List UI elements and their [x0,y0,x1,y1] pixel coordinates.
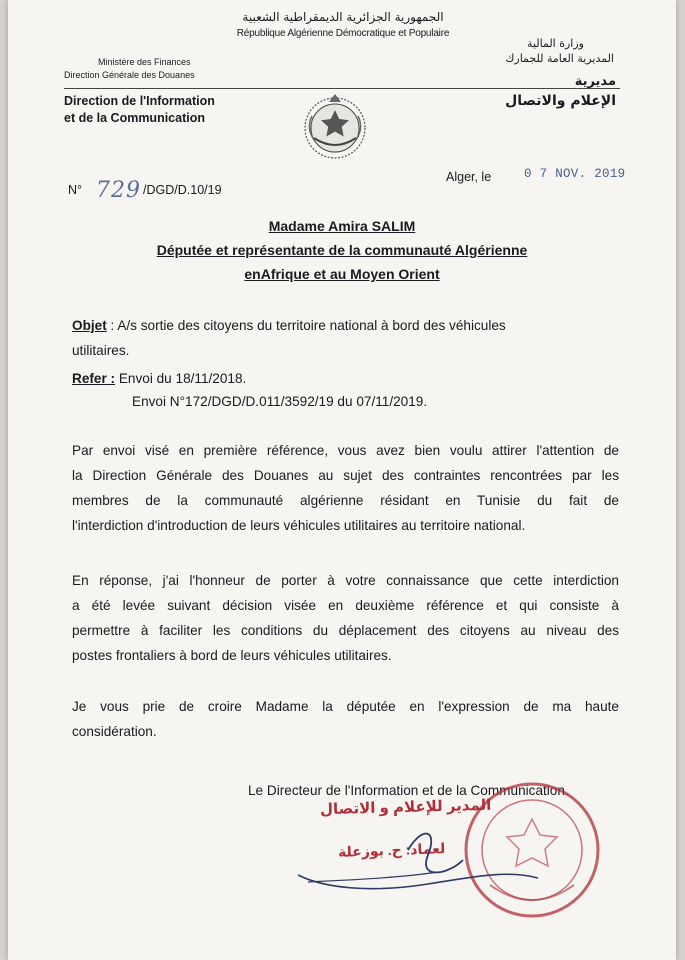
subject-line2: utilitaires. [72,343,130,358]
direction-fr-line2: et de la Communication [64,111,205,125]
direction-ar-line1: مديرية [574,74,616,89]
paragraph2-line4: postes frontaliers à bord de leurs véhicules utilitaires. [72,648,392,663]
direction-generale-fr: Direction Générale des Douanes [64,70,195,80]
letter-page [8,0,676,960]
place-label: Alger, le [446,170,492,184]
reference-suffix: /DGD/D.10/19 [143,183,222,197]
direction-generale-ar: المديرية العامة للجمارك [505,52,614,65]
stamp-title-ar: المدير للإعلام و الاتصال [319,796,492,819]
addressee-title-line1: Députée et représentante de la communauté Algérienne [156,242,528,258]
addressee-title-line2: enAfrique et au Moyen Orient [244,266,440,282]
republic-title-fr: République Algérienne Démocratique et Populaire [236,28,450,39]
references-first: Envoi du 18/11/2018. [115,371,247,386]
reference-number [68,175,222,203]
stamp-name-ar: لعماد: ح. بوزعلة [337,840,446,860]
addressee-name: Madame Amira SALIM [268,218,416,234]
ministry-fr: Ministère des Finances [98,57,191,67]
paragraph2-line1: En réponse, j'ai l'honneur de porter à votre connaissance que cette interdiction [72,573,619,588]
handwritten-signature-icon [288,820,548,900]
references-line1 [72,371,246,386]
direction-fr-line1: Direction de l'Information [64,94,215,108]
paragraph2-line3: permettre à faciliter les conditions du déplacement des citoyens au niveau des [72,623,619,638]
reference-handwritten-number: 729 [96,178,142,203]
paragraph1-line2: la Direction Générale des Douanes au sujet des contraintes rencontrées par les [72,468,619,483]
subject-label: Objet [72,318,107,333]
reference-prefix: N° [68,183,83,197]
customs-emblem-icon [300,86,370,166]
subject-text: : A/s sortie des citoyens du territoire national à bord des véhicules [106,318,506,333]
references-second: Envoi N°172/DGD/D.011/3592/19 du 07/11/2019. [132,394,428,409]
paragraph1-line3: membres de la communauté algérienne résidant en Tunisie du fait de [72,493,619,508]
signatory-title: Le Directeur de l'Information et de la Communication. [248,783,569,798]
direction-ar-line2: الإعلام والاتصال [505,93,616,109]
references-label: Refer : [72,371,116,386]
ministry-ar: وزارة المالية [527,37,584,50]
paragraph1-line4: l'interdiction d'introduction de leurs véhicules utilitaires au territoire national. [72,518,526,533]
paragraph2-line2: a été levée suivant décision visée en deuxième référence et qui consiste à [72,598,619,613]
republic-title-ar: الجمهورية الجزائرية الديمقراطية الشعبية [242,10,444,24]
paragraph3-line2: considération. [72,724,157,739]
date-stamp: 0 7 NOV. 2019 [524,167,626,181]
subject-line1 [72,318,506,333]
paragraph3-line1: Je vous prie de croire Madame la députée en l'expression de ma haute [72,699,619,714]
paragraph1-line1: Par envoi visé en première référence, vous avez bien voulu attirer l'attention de [72,443,619,458]
